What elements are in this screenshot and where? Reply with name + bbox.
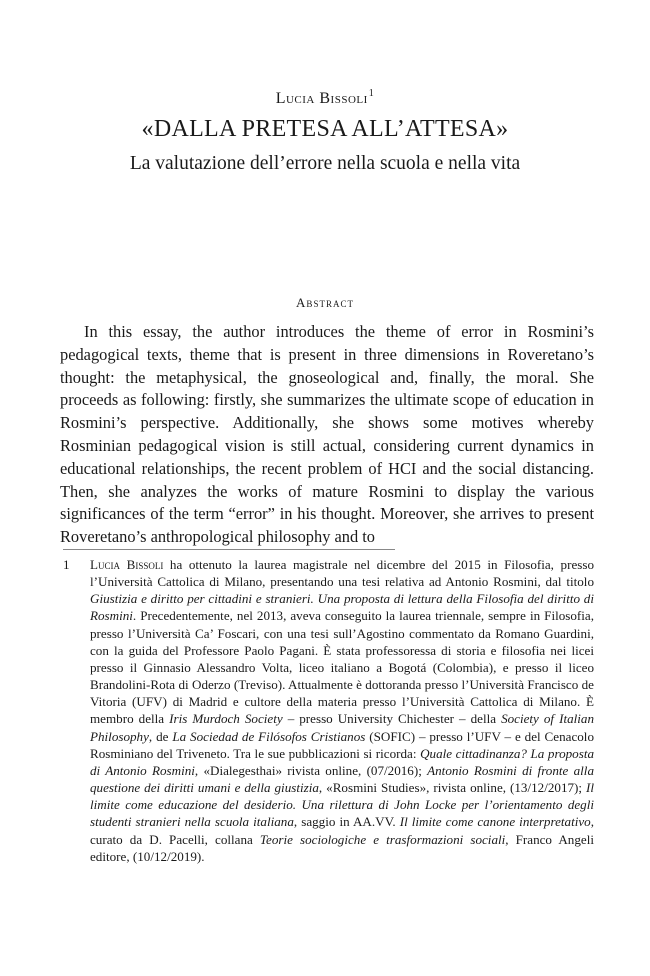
footnote-publication-title: Quale cittadinanza? La proposta di Antonio Rosmini (90, 745, 595, 778)
footnote-society-name: La Sociedad de Filósofos Cristianos (172, 728, 366, 744)
footnote-publication-title: Antonio Rosmini di fronte alla questione dei diritti umani e della giustizia (90, 762, 594, 796)
author-name (0, 90, 650, 108)
footnote-text: ha ottenuto la laurea magistrale nel dicembre del 2015 in Filosofia, presso l’Università Cattolica di Milano, presentando una tesi relativa ad Antonio Rosmini, dal titolo (90, 557, 594, 590)
footnote-text: (SOFIC) – presso l’UFV – e del Cenacolo Rosminiano del Triveneto. Tra le sue pubblicazioni si ricorda: (90, 728, 594, 761)
abstract-heading: Abstract (296, 295, 354, 310)
footnote-reference[interactable]: 1 (368, 88, 375, 99)
footnote-author: Lucia Bissoli (90, 557, 164, 572)
footnote-society-name: Iris Murdoch Society (169, 711, 283, 727)
footnote-text: – presso University Chichester – della (282, 711, 502, 727)
footnote-series-title: Teorie sociologiche e trasformazioni sociali (259, 831, 506, 847)
article-title: «DALLA PRETESA ALL’ATTESA» (141, 116, 509, 142)
footnote-publication-title: Il limite come canone interpretativo (399, 814, 591, 830)
footnote-publication-title: Il limite come educazione del desiderio. Una rilettura di John Locke per l’orientamento degli studenti stranieri nella scuola italiana (90, 780, 595, 830)
footnote-divider (63, 549, 395, 550)
footnote-text: , «Rosmini Studies», rivista online, (13/12/2017); (318, 780, 587, 796)
footnote (63, 556, 594, 865)
article-subtitle: La valutazione dell’errore nella scuola e nella vita (129, 153, 521, 174)
footnote-thesis-title: Giustizia e diritto per cittadini e stranieri. Una proposta di lettura della Filosofia del diritto di Rosmini (90, 591, 594, 624)
abstract-text: In this essay, the author introduces the theme of error in Rosmini’s pedagogical texts, theme that is present in three dimensions in Roveretano’s thought: the metaphysical, the gnoseological and, finally, the moral. She proceeds as following: firstly, she summarizes the ultimate scope of education in Rosmini’s perspective. Additionally, she shows some motives whereby Rosminian pedagogical vision is still actual, considering current dynamics in educational relationships, the recent problem of HCI and the social distancing. Then, she analyzes the works of mature Rosmini to display the various significances of the term “error” in his thought. Moreover, she arrives to present Roveretano’s anthropological philosophy and to (60, 322, 594, 547)
footnote-body (90, 556, 594, 865)
author-name-text: Lucia Bissoli (275, 90, 368, 107)
footnote-text: , «Dialegesthai» rivista online, (07/2016); (194, 762, 428, 778)
footnote-society-name: Society of Italian Philosophy (90, 711, 594, 744)
footnote-text: , Franco Angeli editore, (10/12/2019). (90, 831, 594, 864)
footnote-text: . Precedentemente, nel 2013, aveva conseguito la laurea triennale, sempre in Filosofia, presso l’Università Ca’ Foscari, con una tesi sull’Agostino commentato da Romano Guardini, con la guida del Professore Paolo Pagani. È stata professoressa di storia e filosofia nei licei presso il Ginnasio Alessandro Volta, liceo italiano a Bogotá (Colombia), e presso il liceo Brandolini-Rota di Oderzo (Treviso). Attualmente è dottoranda presso l’Università Francisco de Vitoria (UFV) di Madrid e cultore della materia presso l’Università Cattolica di Milano. È membro della (90, 608, 594, 727)
footnote-text: , curato da D. Pacelli, collana (90, 814, 594, 847)
footnote-number: 1 (63, 557, 70, 572)
footnote-text: , saggio in AA.VV. (293, 814, 400, 830)
footnote-text: , de (148, 728, 173, 744)
